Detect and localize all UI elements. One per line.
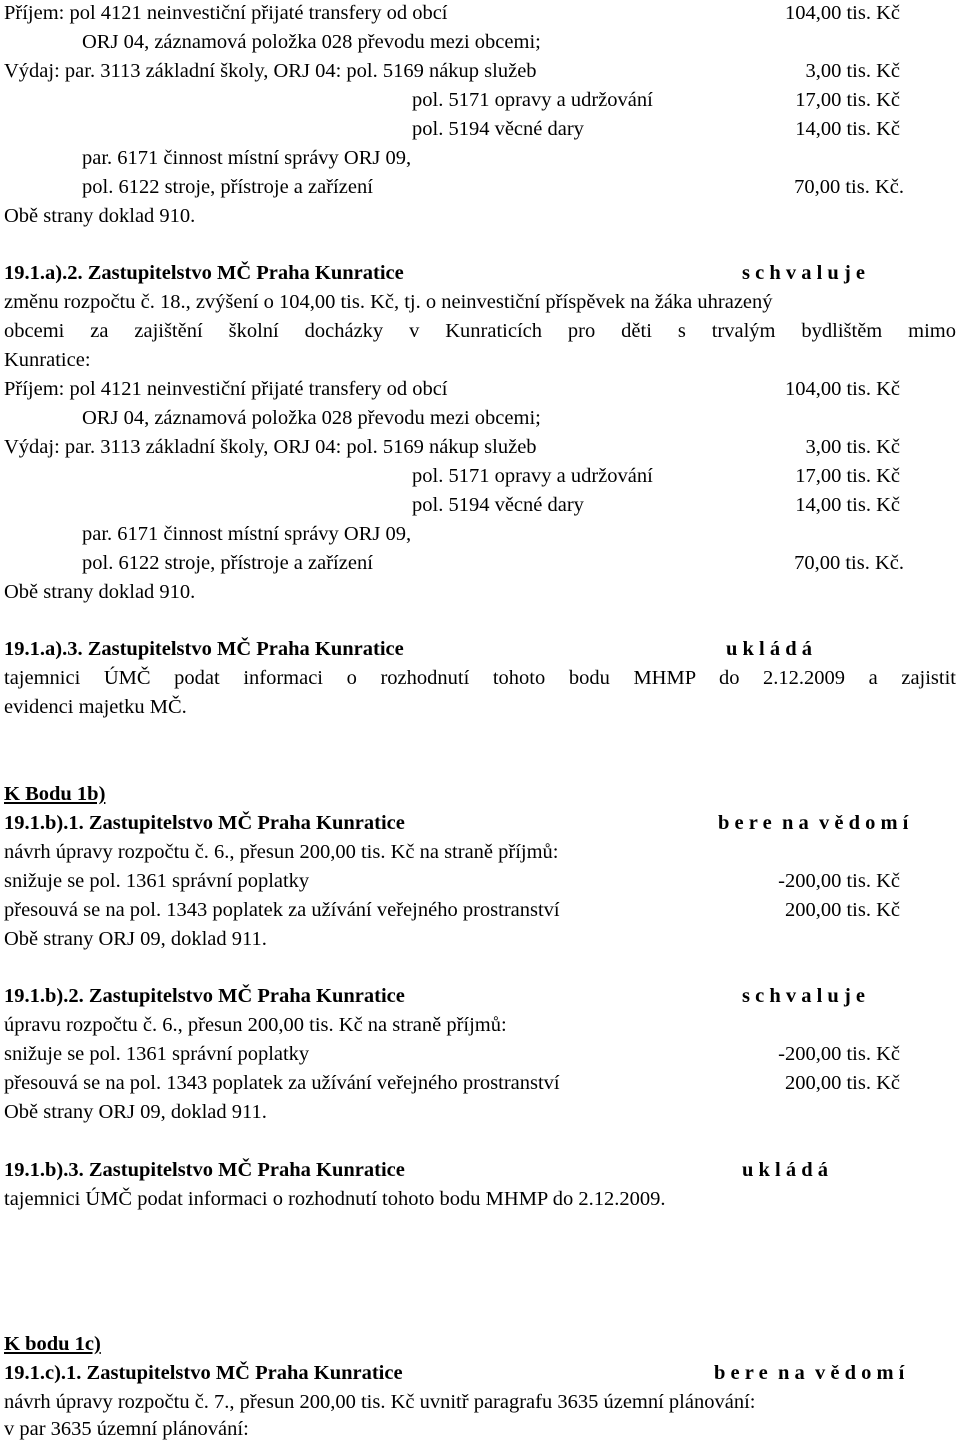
r1a3-heading: 19.1.a).3. Zastupitelstvo MČ Praha Kunratice — [4, 638, 404, 660]
r1a2-line1: změnu rozpočtu č. 18., zvýšení o 104,00 tis. Kč, tj. o neinvestiční příspěvek na žáka uhrazený — [4, 291, 773, 313]
r1a2-income-amount: 104,00 tis. Kč — [784, 378, 900, 400]
b1-pol6122: pol. 6122 stroje, přístroje a zařízení — [82, 176, 373, 198]
r1a3-line1: tajemnici ÚMČ podat informaci o rozhodnutí tohoto bodu MHMP do 2.12.2009 a zajistit — [4, 667, 956, 689]
r1a2-line3: Kunratice: — [4, 349, 91, 371]
r1b1-line1: návrh úpravy rozpočtu č. 6., přesun 200,00 tis. Kč na straně příjmů: — [4, 841, 559, 863]
r1b2-both-sides: Obě strany ORJ 09, doklad 911. — [4, 1101, 267, 1123]
r1b2-line1: úpravu rozpočtu č. 6., přesun 200,00 tis. Kč na straně příjmů: — [4, 1014, 507, 1036]
b1-pol5171: pol. 5171 opravy a udržování — [412, 89, 653, 111]
r1b2-move: přesouvá se na pol. 1343 poplatek za užívání veřejného prostranství — [4, 1072, 560, 1094]
b1-par6171: par. 6171 činnost místní správy ORJ 09, — [82, 147, 412, 169]
r1a3-line2: evidenci majetku MČ. — [4, 696, 187, 718]
r1c1-heading: 19.1.c).1. Zastupitelstvo MČ Praha Kunratice — [4, 1362, 403, 1384]
b1-pol5194: pol. 5194 věcné dary — [412, 118, 584, 140]
r1b1-move: přesouvá se na pol. 1343 poplatek za užívání veřejného prostranství — [4, 899, 560, 921]
r1a2-expense: Výdaj: par. 3113 základní školy, ORJ 04: pol. 5169 nákup služeb — [4, 436, 537, 458]
section-title-1b: K Bodu 1b) — [4, 783, 106, 805]
r1b1-reduce: snižuje se pol. 1361 správní poplatky — [4, 870, 310, 892]
r1b3-verdict: u k l á d á — [742, 1159, 829, 1181]
r1b2-reduce: snižuje se pol. 1361 správní poplatky — [4, 1043, 310, 1065]
r1b1-heading: 19.1.b).1. Zastupitelstvo MČ Praha Kunratice — [4, 812, 405, 834]
r1a2-par6171: par. 6171 činnost místní správy ORJ 09, — [82, 523, 412, 545]
r1a2-both-sides: Obě strany doklad 910. — [4, 581, 196, 603]
b1-expense-amount: 3,00 tis. Kč — [805, 60, 900, 82]
b1-pol5194-amount: 14,00 tis. Kč — [795, 118, 900, 140]
r1b2-reduce-amount: -200,00 tis. Kč — [778, 1043, 900, 1065]
r1b1-both-sides: Obě strany ORJ 09, doklad 911. — [4, 928, 267, 950]
r1b3-heading: 19.1.b).3. Zastupitelstvo MČ Praha Kunratice — [4, 1159, 405, 1181]
r1a2-income-note: ORJ 04, záznamová položka 028 převodu mezi obcemi; — [82, 407, 541, 429]
r1a2-expense-amount: 3,00 tis. Kč — [805, 436, 900, 458]
b1-both-sides: Obě strany doklad 910. — [4, 205, 196, 227]
r1a2-pol5194-amount: 14,00 tis. Kč — [795, 494, 900, 516]
r1b2-verdict: s c h v a l u j e — [742, 985, 865, 1007]
r1c1-line1: návrh úpravy rozpočtu č. 7., přesun 200,00 tis. Kč uvnitř paragrafu 3635 územní plánování: — [4, 1391, 756, 1413]
b1-income: Příjem: pol 4121 neinvestiční přijaté transfery od obcí — [4, 2, 448, 24]
r1a2-pol5171-amount: 17,00 tis. Kč — [795, 465, 900, 487]
section-title-1c: K bodu 1c) — [4, 1333, 101, 1355]
b1-income-amount: 104,00 tis. Kč — [784, 2, 900, 24]
r1c1-line2: v par 3635 územní plánování: — [4, 1418, 249, 1440]
r1b2-heading: 19.1.b).2. Zastupitelstvo MČ Praha Kunratice — [4, 985, 405, 1007]
r1b1-move-amount: 200,00 tis. Kč — [784, 899, 900, 921]
r1b3-line1: tajemnici ÚMČ podat informaci o rozhodnutí tohoto bodu MHMP do 2.12.2009. — [4, 1188, 666, 1210]
r1a2-pol6122-amount: 70,00 tis. Kč. — [794, 552, 904, 574]
b1-pol6122-amount: 70,00 tis. Kč. — [794, 176, 904, 198]
r1b2-move-amount: 200,00 tis. Kč — [784, 1072, 900, 1094]
r1a2-pol5171: pol. 5171 opravy a udržování — [412, 465, 653, 487]
b1-pol5171-amount: 17,00 tis. Kč — [795, 89, 900, 111]
r1a3-verdict: u k l á d á — [726, 638, 813, 660]
r1a2-line2: obcemi za zajištění školní docházky v Kunraticích pro děti s trvalým bydlištěm mimo — [4, 320, 956, 342]
r1c1-verdict: b e r e n a v ě d o m í — [714, 1362, 905, 1384]
b1-expense: Výdaj: par. 3113 základní školy, ORJ 04: pol. 5169 nákup služeb — [4, 60, 537, 82]
r1a2-heading: 19.1.a).2. Zastupitelstvo MČ Praha Kunratice — [4, 262, 404, 284]
r1b1-verdict: b e r e n a v ě d o m í — [718, 812, 909, 834]
r1a2-pol5194: pol. 5194 věcné dary — [412, 494, 584, 516]
b1-income-note: ORJ 04, záznamová položka 028 převodu mezi obcemi; — [82, 31, 541, 53]
r1a2-verdict: s c h v a l u j e — [742, 262, 865, 284]
r1a2-pol6122: pol. 6122 stroje, přístroje a zařízení — [82, 552, 373, 574]
r1b1-reduce-amount: -200,00 tis. Kč — [778, 870, 900, 892]
r1a2-income: Příjem: pol 4121 neinvestiční přijaté transfery od obcí — [4, 378, 448, 400]
